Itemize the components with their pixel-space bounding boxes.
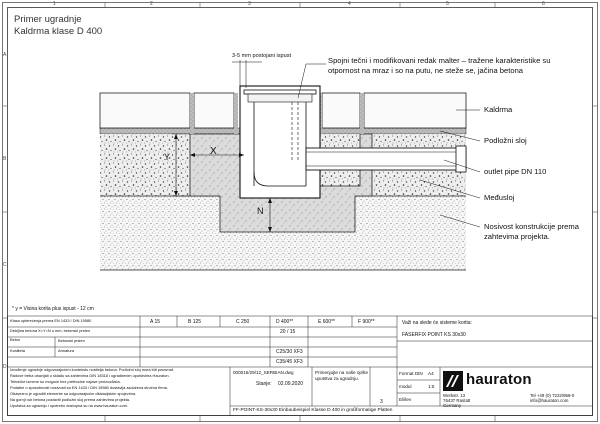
grid-row-d: D <box>3 364 7 370</box>
document-number: 000015/29/12_SERBIAN.dwg <box>233 370 294 375</box>
note-5: Obavezno je ugraditi elemente sa odgovarajućim dilatacijskim spojevima. <box>10 392 137 396</box>
scale-value: 1:5 <box>428 384 435 389</box>
note-1: Izvođenje ugradnje odgovarajućem kontekstu nositelja betona. Podložni sloj mora biti poravnat. <box>10 368 174 372</box>
concrete-class-2: C35/45 XF3 <box>276 359 303 365</box>
dimension-y-label: Y <box>164 152 171 162</box>
grid-col-5: 5 <box>446 1 449 7</box>
note-3: Tehničke izmene su moguće bez prethodne najave proizvođača. <box>10 380 121 384</box>
note-6: Na gornji rub betona postaviti podložni sloj prema zahtevima projekta. <box>10 398 131 402</box>
bearing-note-line1: Nosivost konstrukcije prema <box>484 222 579 231</box>
mortar-note-line2: otpornost na mraz i so na putu, ne steže se, jačina betona <box>328 66 524 75</box>
grid-col-6: 6 <box>542 1 545 7</box>
spec-row-concrete: Beton <box>10 338 21 342</box>
footnote: * y = Visina korita plus ispust - 12 cm <box>12 306 94 312</box>
note-7: Uputstva za ugradnju i upotrebu dostupna su na www.hauraton.com. <box>10 404 129 408</box>
thickness-value: 20 / 15 <box>280 329 296 335</box>
spec-row-ring: Betonski prsten <box>58 339 85 343</box>
gap-label: 3-5 mm postojani ispust <box>232 53 292 59</box>
concrete-class-1: C25/30 XF3 <box>276 349 303 355</box>
brand-web: info@hauraton.com <box>530 398 569 403</box>
spec-row-quality: Kvaliteta <box>10 349 25 353</box>
grid-row-b: B <box>3 156 7 162</box>
format-value: A4 <box>428 371 434 376</box>
spec-row-load-class: Klasa opterećenja prema EN 1433 / DIN 19580 <box>10 319 92 323</box>
date-value: 02.09.2020 <box>278 381 304 387</box>
grid-row-a: A <box>3 52 7 58</box>
dimension-n-label: N <box>257 206 264 216</box>
grid-col-3: 3 <box>248 1 251 7</box>
scale-label: modul <box>399 384 412 389</box>
layer-sublayer-label: Podložni sloj <box>484 136 527 145</box>
brand-address-line2: 76437 Rastatt <box>443 398 471 403</box>
class-c250: C 250 <box>236 319 250 325</box>
class-e600: E 600** <box>318 319 335 325</box>
remark-line2: uputstva za ugradnju. <box>315 376 359 381</box>
dimension-x-label: X <box>210 146 217 157</box>
hauraton-logo-icon <box>443 371 463 391</box>
spec-row-thickness: Debljina betona X=Y=N u mm, betonski prsten <box>10 329 91 333</box>
brand-address-line3: Germany <box>443 403 462 408</box>
sheet-number: 3 <box>380 399 383 405</box>
grid-col-1: 1 <box>53 1 56 7</box>
class-d400: D 400** <box>276 319 294 325</box>
note-4: Podatke o sposobnosti nosivosti sa EN 1433 / DIN 19580 dostavlja zadužena stručna firma. <box>10 386 168 390</box>
grid-row-c: C <box>3 262 7 268</box>
bearing-note-line2: zahtevima projekta. <box>484 232 550 241</box>
sheet-label: Elišev <box>399 397 412 402</box>
grid-col-2: 2 <box>150 1 153 7</box>
footer-caption: FF-POINT-KS-30x30 Einbaubeispiel Klasse D 400 in großformatige Platten <box>233 408 393 413</box>
mortar-note-line1: Spojni tečni i modifikovani redak malter – tražene karakteristike su <box>328 56 551 65</box>
remark-line1: Primenjujte na naše opšte <box>315 370 369 375</box>
class-b125: B 125 <box>188 319 202 325</box>
sheet-title-line2: Kaldrma klase D 400 <box>14 26 103 37</box>
sheet-title-line1: Primer ugradnje <box>14 14 82 25</box>
brand-address-line1: Werkstr. 13 <box>443 393 466 398</box>
class-f900: F 900** <box>358 319 375 325</box>
date-label: Stanje: <box>256 381 272 387</box>
spec-row-reinforcement: Armatura <box>58 349 74 353</box>
grid-col-4: 4 <box>348 1 351 7</box>
note-2: Radove treba obavljati u skladu sa zahtevima DIN 18318 i ugradbenim uputstvima Hauraton. <box>10 374 170 378</box>
valid-for-product: FASERFIX POINT KS 30x30 <box>402 332 466 338</box>
brand-phone: Tel +49 (0) 7222/958-0 <box>530 393 575 398</box>
valid-for-label: Važi na slede će sisteme korita: <box>402 320 472 326</box>
class-a15: A 15 <box>150 319 161 325</box>
format-label: Format DIN <box>399 371 423 376</box>
layer-paving-label: Kaldrma <box>484 105 513 114</box>
outlet-pipe-label: outlet pipe DN 110 <box>484 167 547 176</box>
brand-name: hauraton <box>466 371 532 388</box>
layer-intermediate-label: Međusloj <box>484 193 515 202</box>
